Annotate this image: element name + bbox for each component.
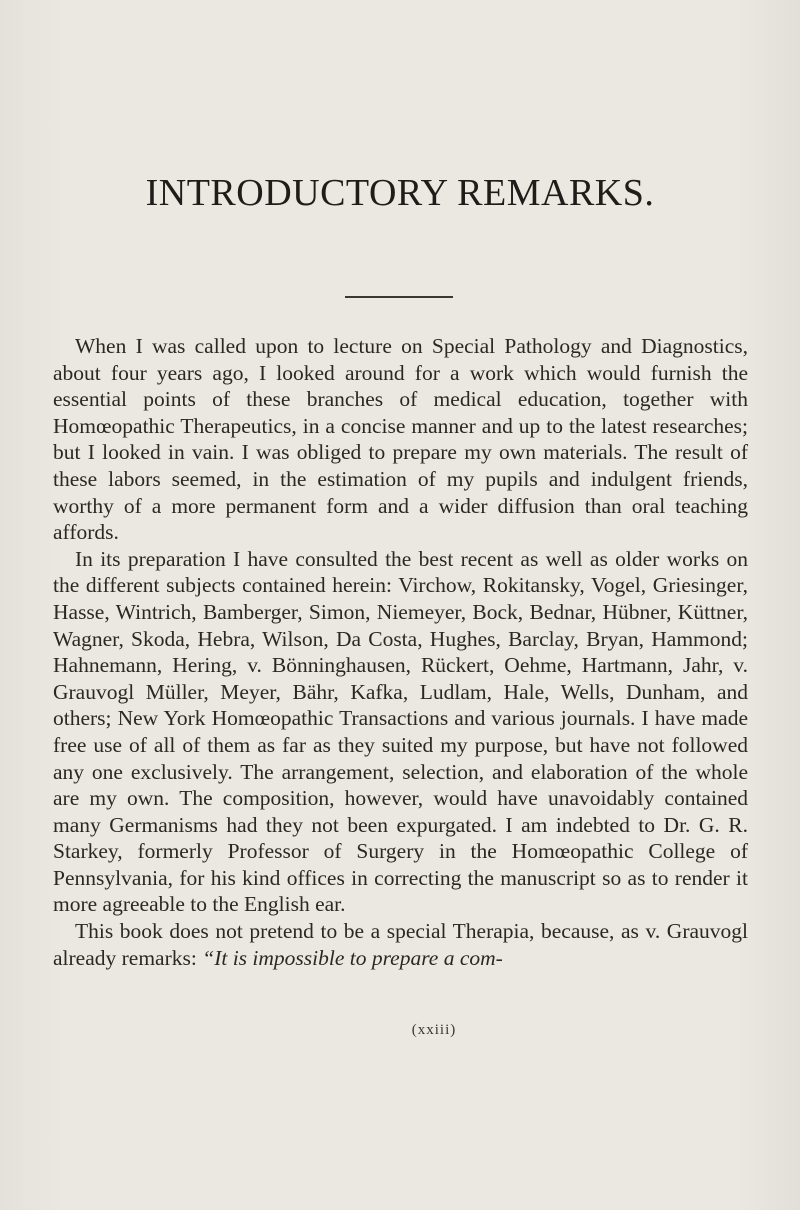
paragraph-3-text: This book does not pretend to be a special Therapia, because, as v. Grauvogl already remarks: [53, 919, 748, 970]
page-title: INTRODUCTORY REMARKS. [145, 172, 655, 214]
page-number [0, 1022, 800, 1039]
paragraph-2: In its preparation I have consulted the best recent as well as older works on the different subjects contained herein: Virchow, Rokitansky, Vogel, Griesinger, Hasse, Wintrich, Bamberger, Simon, Niemeyer, Bock, Bednar, Hübner, Küttner, Wagner, Skoda, Hebra, Wilson, Da Costa, Hughes, Barclay, Bryan, Hammond; Hahnemann, Hering, v. Bönninghausen, Rückert, Oehme, Hartmann, Jahr, v. Grauvogl Müller, Meyer, Bähr, Kafka, Ludlam, Hale, Wells, Dunham, and others; New York Homœopathic Transactions and various journals. I have made free use of all of them as far as they suited my purpose, but have not followed any one exclusively. The arrangement, selection, and elaboration of the whole are my own. The composition, however, would have unavoidably contained many Germanisms had they not been expurgated. I am indebted to Dr. G. R. Starkey, formerly Professor of Surgery in the Homœopathic College of Pennsylvania, for his kind offices in correcting the manuscript so as to render it more agreeable to the English ear. [53, 546, 748, 917]
paragraph-3 [53, 918, 748, 971]
folio-label: (xxiii) [411, 1022, 457, 1038]
quote-start: “It is impossible to prepare a com- [202, 945, 503, 970]
title-divider [345, 296, 453, 298]
body-text [53, 333, 748, 971]
paragraph-1: When I was called upon to lecture on Special Pathology and Diagnostics, about four years ago, I looked around for a work which would furnish the essential points of these branches of medical education, together with Homœopathic Therapeutics, in a concise manner and up to the latest researches; but I looked in vain. I was obliged to prepare my own materials. The result of these labors seemed, in the estimation of my pupils and indulgent friends, worthy of a more permanent form and a wider diffusion than oral teaching affords. [53, 334, 748, 545]
